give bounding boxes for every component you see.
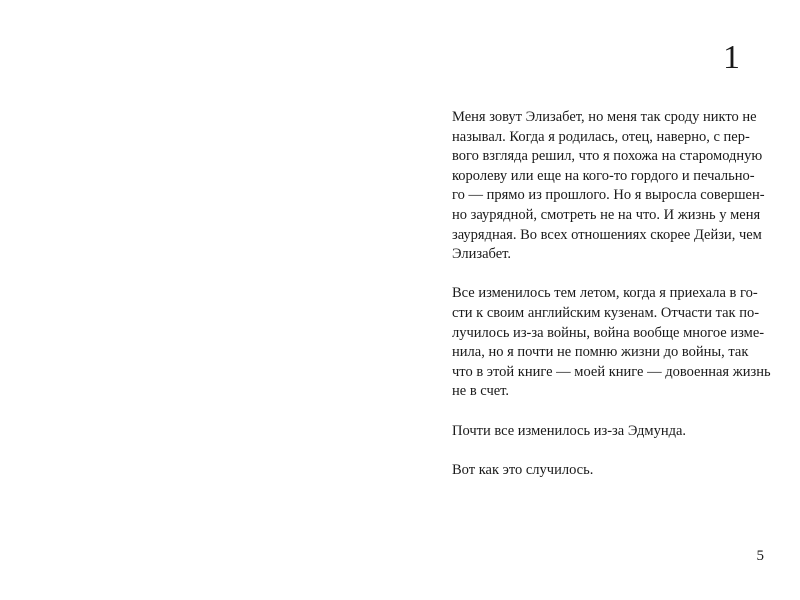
text-line: Меня зовут Элизабет, но меня так сроду никто не [452,109,757,125]
text-line: Почти все изменилось из-за Эдмунда. [452,422,687,439]
text-line: нила, но я почти не помню жизни до войны, так [452,344,749,361]
page-number: 5 [756,548,764,564]
text-line: но заурядной, смотреть не на что. И жизнь у меня [452,206,761,223]
text-line: называл. Когда я родилась, отец, наверно, с пер- [452,128,750,145]
text-line: что в этой книге — моей книге — довоенная жизнь [452,363,771,380]
text-line: заурядная. Во всех отношениях скорее Дейзи, чем [452,226,762,243]
paragraph [452,284,771,402]
chapter-text [452,108,771,500]
text-line: Элизабет. [452,246,512,263]
text-line: лучилось из-за войны, война вообще многое изме- [452,324,765,341]
chapter-number: 1 [723,39,740,76]
paragraph [452,422,752,442]
paragraph [452,108,765,265]
text-line: Все изменилось тем летом, когда я приехала в го- [452,285,758,302]
text-line: сти к своим английским кузенам. Отчасти так по- [452,304,760,321]
text-line: королеву или еще на кого-то гордого и печально- [452,167,755,184]
text-line: го — прямо из прошлого. Но я выросла совершен- [452,187,765,204]
text-line: Вот как это случилось. [452,461,594,478]
paragraph [452,461,752,481]
text-line: вого взгляда решил, что я похожа на старомодную [452,148,763,165]
text-line: не в счет. [452,383,510,400]
